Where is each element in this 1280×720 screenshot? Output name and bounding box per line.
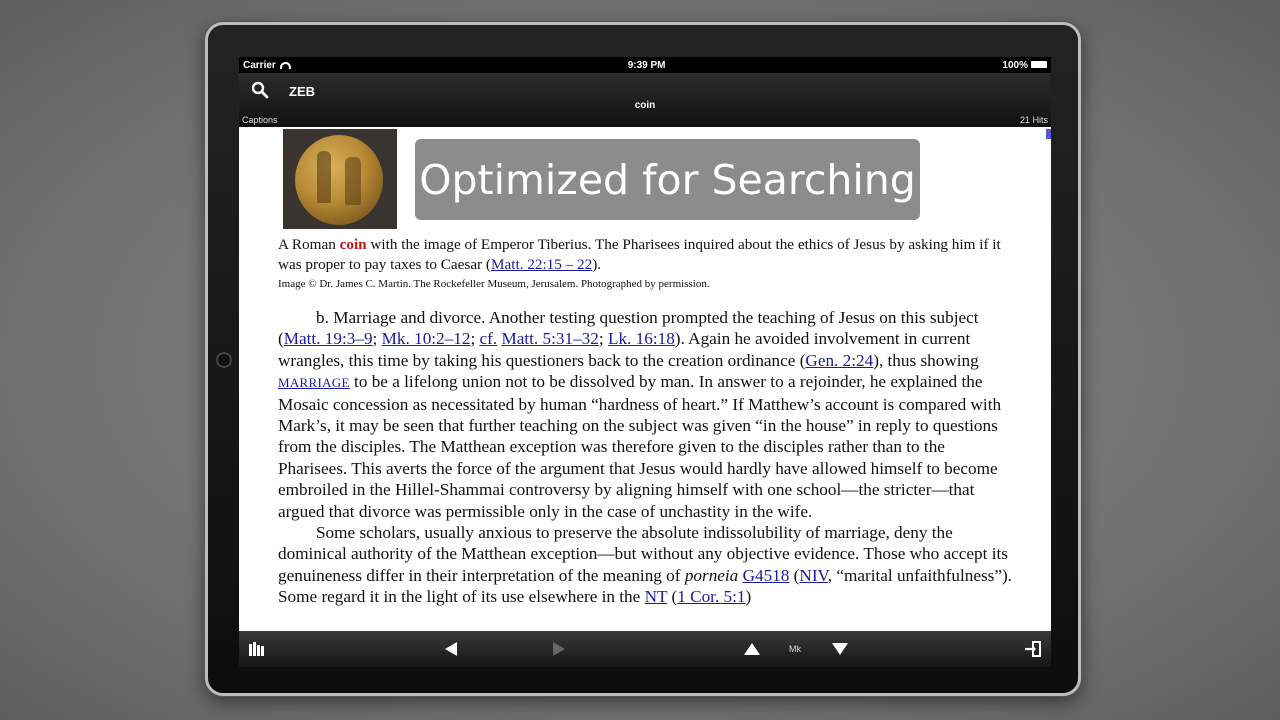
paragraph: Some scholars, usually anxious to preserve the absolute indissolubility of marriage, deny the dominical authority of the Matthean exception—but without any objective evidence. Those who accept its genuineness differ in their interpretation of the meaning of porneia G4518 (NIV, “marital unfaithfulness”). Some regard it in the light of its use elsewhere in the NT (1 Cor. 5:1) xyxy=(278,523,1012,607)
scripture-link[interactable]: Matt. 19:3–9 xyxy=(283,329,373,349)
screen xyxy=(239,57,1051,667)
clock: 9:39 PM xyxy=(627,59,666,71)
bottom-toolbar xyxy=(239,631,1051,667)
paragraph: b. Marriage and divorce. Another testing question prompted the teaching of Jesus on this subject (Matt. 19:3–9; Mk. 10:2–12; cf. Matt. 5:31–32; Lk. 16:18). Again he avoided involvement in current wrangles, this time by taking his questioners back to the creation ordinance (Gen. 2:24), thus showing MARRIAGE to be a lifelong union not to be dissolved by man. In answer to a rejoinder, he explained the Mosaic concession as necessitated by human “hardness of heart.” If Matthew’s account is compared with Mark’s, it may be seen that further teaching on the subject was given “in the house” in reply to questions from the disciples. The Matthean exception was therefore given to the disciples rather than to the Pharisees. This averts the force of the argument that Jesus would hardly have allowed himself to become embroiled in the Hillel-Shammai controversy by aligning himself with one school—the stricter—that argued that divorce was permissible only in the case of unchastity in the wife. xyxy=(278,308,1002,521)
scroll-indicator[interactable] xyxy=(1046,129,1051,139)
search-icon[interactable] xyxy=(251,81,269,99)
module-title[interactable]: ZEB xyxy=(289,84,315,99)
carrier-label: Carrier xyxy=(243,59,276,71)
next-hit-button[interactable] xyxy=(825,631,855,667)
battery-indicator: 100% xyxy=(1002,60,1047,71)
previous-hit-button[interactable] xyxy=(737,631,767,667)
scripture-link[interactable]: 1 Cor. 5:1 xyxy=(677,587,746,607)
scripture-link[interactable]: Matt. 22:15 – 22 xyxy=(490,256,593,273)
scripture-link[interactable]: Mk. 10:2–12 xyxy=(381,329,471,349)
library-button[interactable] xyxy=(243,631,271,667)
camera xyxy=(216,352,232,368)
wifi-icon xyxy=(280,62,291,69)
abbreviation-link[interactable]: NIV xyxy=(799,565,828,585)
search-term: coin xyxy=(634,100,656,111)
scripture-link[interactable]: Lk. 16:18 xyxy=(607,329,675,349)
scripture-link[interactable]: Gen. 2:24 xyxy=(805,350,874,370)
abbreviation-link[interactable]: NT xyxy=(644,587,668,607)
forward-button[interactable] xyxy=(543,631,575,667)
hit-count: 21 Hits xyxy=(1019,115,1048,125)
library-icon xyxy=(248,642,266,656)
ipad-frame xyxy=(205,22,1081,696)
cross-reference-link[interactable]: cf. xyxy=(479,329,498,349)
back-button[interactable] xyxy=(435,631,467,667)
search-highlight: coin xyxy=(339,236,367,253)
article-content[interactable] xyxy=(239,127,1051,631)
article-link[interactable]: MARRIAGE xyxy=(278,375,350,391)
forward-icon xyxy=(553,642,565,656)
exit-icon xyxy=(1024,641,1042,657)
image-credit: Image © Dr. James C. Martin. The Rockefeller Museum, Jerusalem. Photographed by permission. xyxy=(278,278,710,290)
exit-button[interactable] xyxy=(1019,631,1047,667)
image-caption: A Roman coin with the image of Emperor Tiberius. The Pharisees inquired about the ethics of Jesus by asking him if it was proper to pay taxes to Caesar (Matt. 22:15 – 22). xyxy=(278,236,1001,273)
next-hit-icon xyxy=(832,643,848,655)
scripture-link[interactable]: Matt. 5:31–32 xyxy=(501,329,599,349)
status-bar xyxy=(239,57,1051,73)
nav-bar xyxy=(239,73,1051,127)
coin-image xyxy=(283,129,397,229)
promo-overlay: Optimized for Searching xyxy=(415,139,920,220)
mark-button[interactable]: Mk xyxy=(789,644,801,654)
previous-hit-icon xyxy=(744,643,760,655)
strongs-link[interactable]: G4518 xyxy=(742,565,790,585)
back-icon xyxy=(445,642,457,656)
battery-icon xyxy=(1031,61,1047,68)
search-scope: Captions xyxy=(242,115,278,125)
article-body xyxy=(278,307,1018,608)
